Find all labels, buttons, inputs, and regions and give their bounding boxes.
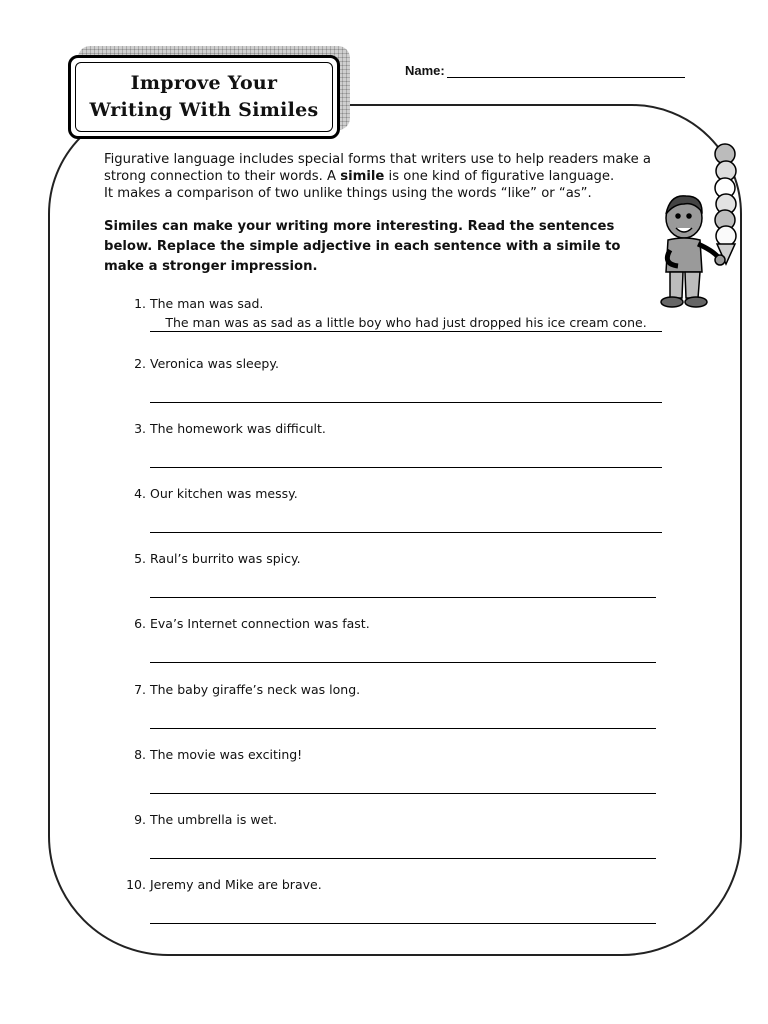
title-line-1: Improve Your xyxy=(130,72,278,94)
answer-line[interactable] xyxy=(150,793,656,794)
question-text: Raul’s burrito was spicy. xyxy=(150,551,301,566)
name-label: Name: xyxy=(405,63,445,78)
question-text: The baby giraffe’s neck was long. xyxy=(150,682,361,697)
answer-line[interactable] xyxy=(150,728,656,729)
question-text: Our kitchen was messy. xyxy=(150,486,298,501)
question-number: 2. xyxy=(134,356,146,371)
intro-line-3: It makes a comparison of two unlike things using the words “like” or “as”. xyxy=(104,186,592,201)
instructions: Similes can make your writing more interesting. Read the sentences below. Replace the simple adjective in each sentence with a simile to make a stronger impression. xyxy=(104,219,621,274)
question-number: 4. xyxy=(134,486,146,501)
boy-with-ice-cream-icon xyxy=(656,140,746,315)
answer-line[interactable] xyxy=(150,532,662,533)
page-title xyxy=(75,62,333,132)
question-text: The movie was exciting! xyxy=(150,747,303,762)
answer-line[interactable] xyxy=(150,662,656,663)
question-number: 3. xyxy=(134,421,146,436)
question-text: Veronica was sleepy. xyxy=(150,356,279,371)
name-blank-line[interactable] xyxy=(447,63,685,78)
intro-bold-word: simile xyxy=(340,169,385,184)
question-number: 6. xyxy=(134,616,146,631)
name-field xyxy=(405,58,685,78)
question-number: 1. xyxy=(134,296,146,311)
question-text: The umbrella is wet. xyxy=(150,812,278,827)
question-number: 8. xyxy=(134,747,146,762)
answer-example: The man was as sad as a little boy who had just dropped his ice cream cone. xyxy=(150,315,662,332)
answer-line[interactable] xyxy=(150,858,656,859)
answer-line[interactable] xyxy=(150,923,656,924)
title-line-2: Writing With Similes xyxy=(89,99,319,121)
answer-line[interactable] xyxy=(150,597,656,598)
question-number: 9. xyxy=(134,812,146,827)
question-number: 7. xyxy=(134,682,146,697)
question-text: Jeremy and Mike are brave. xyxy=(150,877,322,892)
answer-line[interactable] xyxy=(150,467,662,468)
intro-part-2: is one kind of figurative language. xyxy=(384,169,615,184)
question-text: Eva’s Internet connection was fast. xyxy=(150,616,370,631)
title-box xyxy=(68,55,340,139)
intro-part-1: Figurative language includes special forms that writers use to help readers make a strong connection to their words. A xyxy=(104,152,651,184)
intro-paragraph xyxy=(104,151,664,202)
question-text: The man was sad. xyxy=(150,296,264,311)
question-number: 10. xyxy=(126,877,146,892)
question-number: 5. xyxy=(134,551,146,566)
question-text: The homework was difficult. xyxy=(150,421,326,436)
answer-line[interactable] xyxy=(150,402,662,403)
